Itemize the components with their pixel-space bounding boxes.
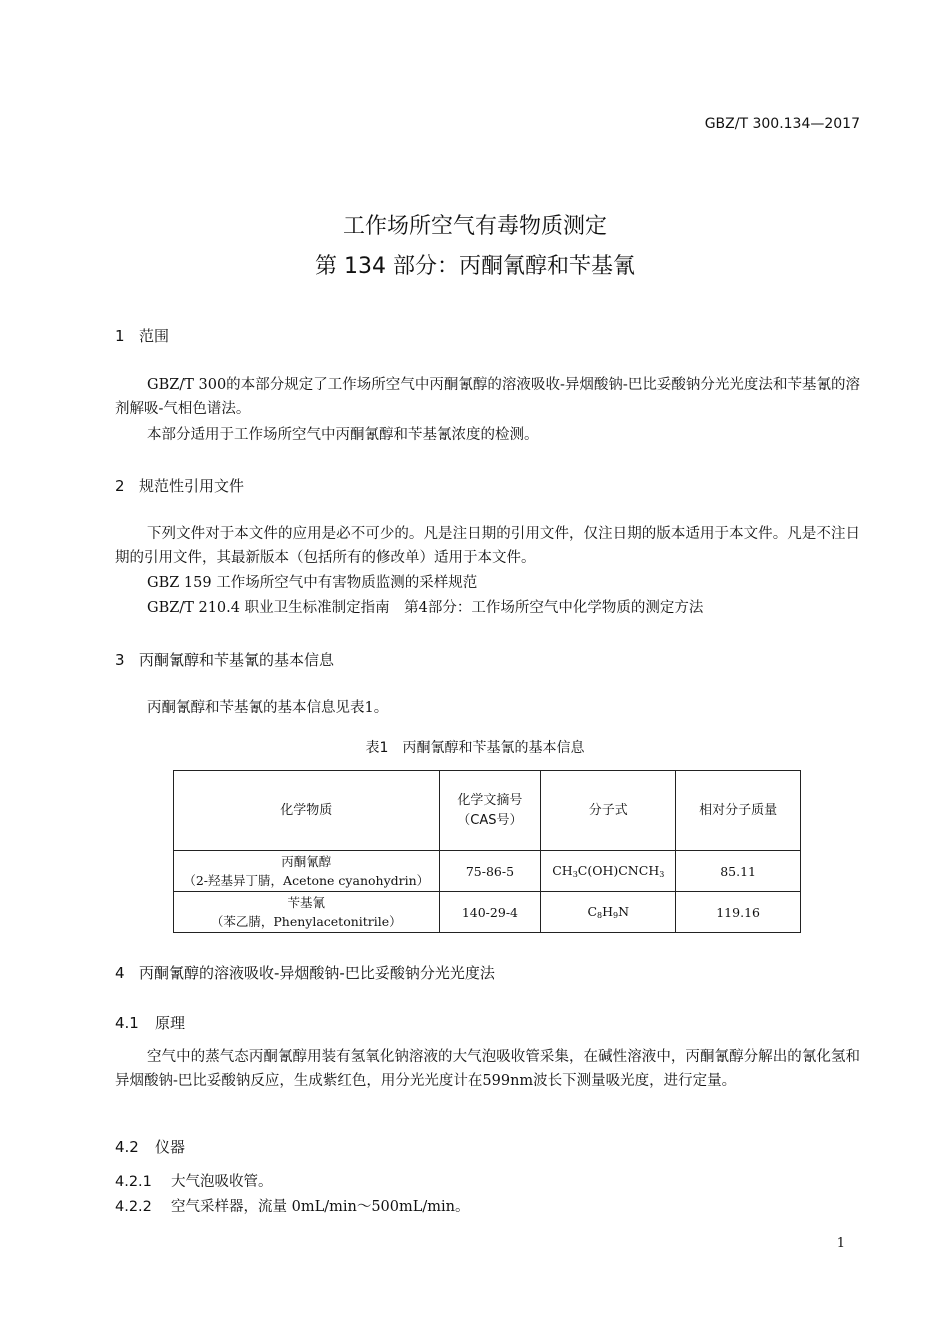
item-4-2-2 [115, 1195, 860, 1219]
substance-name: 苄基氰 [287, 895, 326, 910]
formula-subscript: 8 [597, 910, 603, 920]
document-title-line2: 第 134 部分：丙酮氰醇和苄基氰 [315, 254, 635, 279]
reference-gbz-159: GBZ 159 工作场所空气中有害物质监测的采样规范 [147, 575, 478, 591]
section-number: 4 [115, 964, 125, 982]
standard-code: GBZ/T 300.134—2017 [704, 116, 860, 132]
section-4-1-paragraph: 空气中的蒸气态丙酮氰醇用装有氢氧化钠溶液的大气泡吸收管采集，在碱性溶液中，丙酮氰醇分解出的氰化氢和异烟酸钠-巴比妥酸钠反应，生成紫红色，用分光光度计在599nm波长下测量吸光度，进行定量。 [115, 1049, 860, 1089]
formula-part: N [618, 903, 630, 919]
section-title: 丙酮氰醇的溶液吸收-异烟酸钠-巴比妥酸钠分光光度法 [139, 964, 495, 982]
formula-subscript: 9 [613, 910, 619, 920]
formula-subscript: 3 [659, 869, 665, 879]
substance-name: 丙酮氰醇 [281, 854, 332, 869]
section-title: 范围 [139, 327, 170, 345]
section-4-2-heading [115, 1136, 185, 1157]
header-mass: 相对分子质量 [676, 771, 801, 851]
formula-subscript: 3 [572, 869, 578, 879]
table-row [174, 851, 801, 892]
section-1-heading [115, 325, 169, 346]
item-number: 4.2.1 [115, 1174, 152, 1190]
item-4-2-1 [115, 1170, 860, 1194]
section-number: 1 [115, 327, 125, 345]
formula-part: H [602, 903, 614, 919]
page-number: 1 [836, 1236, 845, 1251]
section-number: 4.2 [115, 1138, 139, 1156]
cell-formula [541, 892, 676, 933]
header-cas-line1: 化学文摘号 [457, 792, 523, 808]
cell-formula [541, 851, 676, 892]
section-title: 仪器 [155, 1138, 186, 1156]
item-text: 大气泡吸收管。 [171, 1174, 273, 1190]
substance-alias: （2-羟基异丁腈，Acetone cyanohydrin） [183, 873, 430, 888]
section-1-paragraph-1: GBZ/T 300的本部分规定了工作场所空气中丙酮氰醇的溶液吸收-异烟酸钠-巴比妥酸钠分光光度法和苄基氰的溶剂解吸-气相色谱法。 [115, 377, 860, 417]
item-number: 4.2.2 [115, 1199, 152, 1215]
item-text: 空气采样器，流量 0mL/min～500mL/min。 [171, 1199, 470, 1215]
section-3-paragraph-1: 丙酮氰醇和苄基氰的基本信息见表1。 [147, 700, 389, 716]
section-1-paragraph-2: 本部分适用于工作场所空气中丙酮氰醇和苄基氰浓度的检测。 [147, 427, 539, 443]
substance-alias: （苯乙腈，Phenylacetonitrile） [210, 914, 402, 929]
cell-substance [174, 892, 440, 933]
section-number: 3 [115, 651, 125, 669]
basic-info-table [173, 770, 801, 933]
cell-mass: 119.16 [676, 892, 801, 933]
section-2-paragraph-1: 下列文件对于本文件的应用是必不可少的。凡是注日期的引用文件，仅注日期的版本适用于本文件。凡是不注日期的引用文件，其最新版本（包括所有的修改单）适用于本文件。 [115, 526, 860, 566]
table-caption: 表1 丙酮氰醇和苄基氰的基本信息 [365, 740, 585, 756]
section-4-1-heading [115, 1012, 185, 1033]
formula-part: C [587, 903, 598, 919]
section-title: 原理 [155, 1014, 186, 1032]
section-3-heading [115, 649, 334, 670]
header-cas-line2: （CAS号） [457, 812, 523, 828]
cell-mass: 85.11 [676, 851, 801, 892]
section-number: 2 [115, 477, 125, 495]
cell-substance [174, 851, 440, 892]
cell-cas: 140-29-4 [439, 892, 541, 933]
cell-cas: 75-86-5 [439, 851, 541, 892]
section-title: 丙酮氰醇和苄基氰的基本信息 [139, 651, 335, 669]
formula-part: C(OH)CNCH [577, 862, 660, 878]
header-formula: 分子式 [541, 771, 676, 851]
section-number: 4.1 [115, 1014, 139, 1032]
section-4-heading [115, 962, 495, 983]
header-substance: 化学物质 [174, 771, 440, 851]
section-title: 规范性引用文件 [139, 477, 245, 495]
document-title-line1: 工作场所空气有毒物质测定 [342, 214, 607, 239]
table-header-row [174, 771, 801, 851]
table-row [174, 892, 801, 933]
header-cas [439, 771, 541, 851]
section-2-heading [115, 475, 244, 496]
formula-part: CH [552, 862, 573, 878]
reference-gbzt-210-4: GBZ/T 210.4 职业卫生标准制定指南 第4部分：工作场所空气中化学物质的测定方法 [147, 600, 704, 616]
